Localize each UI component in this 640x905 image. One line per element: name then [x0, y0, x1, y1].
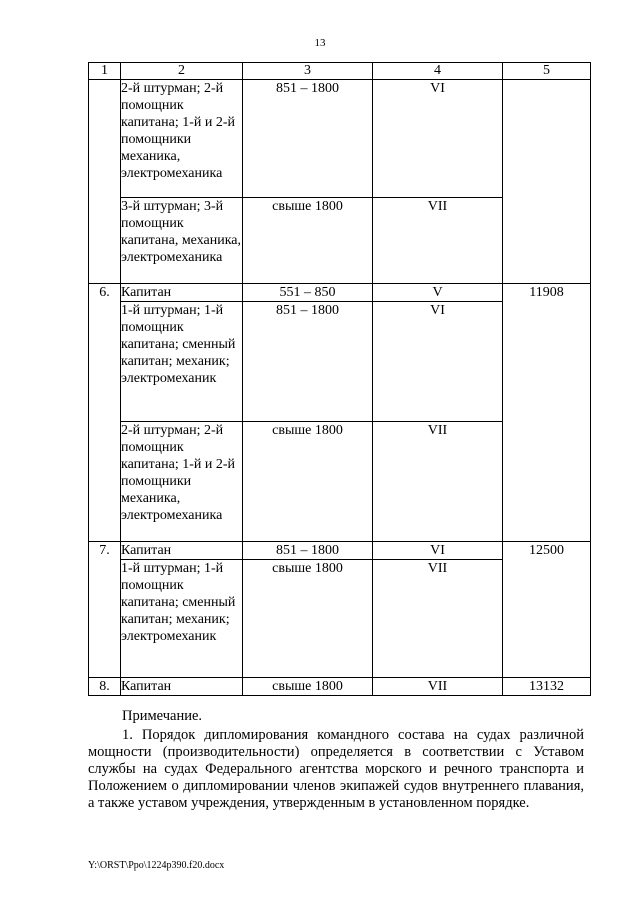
capacity-cell: свыше 1800: [243, 422, 373, 542]
group-cell: VI: [373, 542, 503, 560]
position-cell: Капитан: [121, 542, 243, 560]
header-cell: 3: [243, 63, 373, 80]
header-cell: 1: [89, 63, 121, 80]
table-header-row: [89, 63, 591, 80]
group-cell: VII: [373, 422, 503, 542]
group-cell: VII: [373, 678, 503, 696]
position-cell: 1-й штурман; 1-й помощник капитана; сменный капитан; механик; электромеханик: [121, 560, 243, 678]
page-number: 13: [314, 37, 326, 49]
capacity-cell: свыше 1800: [243, 198, 373, 284]
row-number: 7.: [89, 542, 121, 678]
header-cell: 2: [121, 63, 243, 80]
header-cell: 4: [373, 63, 503, 80]
row-number: [89, 80, 121, 284]
table-row: [89, 542, 591, 560]
salary-cell: 11908: [503, 284, 591, 542]
table-row: [89, 80, 591, 198]
position-cell: Капитан: [121, 284, 243, 302]
capacity-cell: 851 – 1800: [243, 542, 373, 560]
note-text: 1. Порядок дипломирования командного состава на судах различной мощности (производительности) определяется в соответствии с Уставом службы на судах Федерального агентства морского и речного транспорта и Положением о дипломировании членов экипажей судов внутреннего плавания, а также уставом учреждения, утвержденным в установленном порядке.: [88, 727, 584, 811]
group-cell: VII: [373, 198, 503, 284]
position-cell: 1-й штурман; 1-й помощник капитана; сменный капитан; механик; электромеханик: [121, 302, 243, 422]
salary-cell: 13132: [503, 678, 591, 696]
salary-cell: [503, 80, 591, 284]
group-cell: VI: [373, 302, 503, 422]
position-cell: 2-й штурман; 2-й помощник капитана; 1-й и 2-й помощники механика, электромеханика: [121, 80, 243, 198]
position-cell: 3-й штурман; 3-й помощник капитана, механика, электромеханика: [121, 198, 243, 284]
capacity-cell: 851 – 1800: [243, 302, 373, 422]
capacity-cell: 551 – 850: [243, 284, 373, 302]
group-cell: V: [373, 284, 503, 302]
position-cell: 2-й штурман; 2-й помощник капитана; 1-й и 2-й помощники механика, электромеханика: [121, 422, 243, 542]
row-number: 8.: [89, 678, 121, 696]
table-row: [89, 284, 591, 302]
capacity-cell: 851 – 1800: [243, 80, 373, 198]
group-cell: VI: [373, 80, 503, 198]
table-row: [89, 678, 591, 696]
note-title: Примечание.: [122, 708, 203, 724]
salary-table: [88, 62, 591, 696]
group-cell: VII: [373, 560, 503, 678]
capacity-cell: свыше 1800: [243, 560, 373, 678]
note-section: [88, 708, 584, 812]
header-cell: 5: [503, 63, 591, 80]
row-number: 6.: [89, 284, 121, 542]
salary-cell: 12500: [503, 542, 591, 678]
position-cell: Капитан: [121, 678, 243, 696]
capacity-cell: свыше 1800: [243, 678, 373, 696]
file-path-footer: Y:\ORST\Ppo\1224p390.f20.docx: [88, 860, 225, 871]
